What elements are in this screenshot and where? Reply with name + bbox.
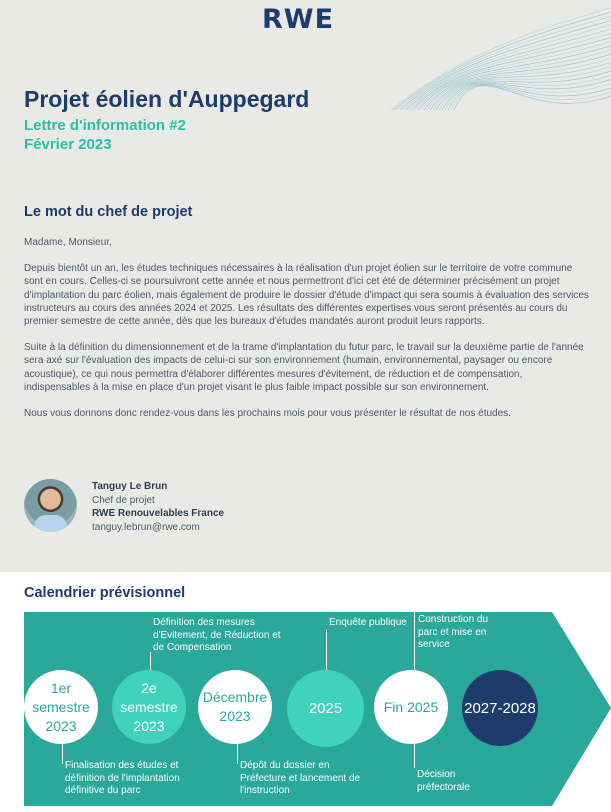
signature-name: Tanguy Le Brun — [92, 481, 168, 492]
timeline-note-top: Construction du parc et mise en service — [418, 614, 489, 651]
calendar-title: Calendrier prévisionnel — [24, 585, 186, 601]
timeline-note-bottom: Dépôt du dossier en Préfecture et lancement de l'instruction — [240, 760, 361, 797]
timeline-note-top: Enquête publique — [329, 617, 407, 628]
connector-line — [326, 630, 327, 672]
page-title: Projet éolien d'Auppegard — [24, 86, 310, 112]
signature-company: RWE Renouvelables France — [92, 508, 225, 519]
milestone-end-2025: Fin 2025 — [374, 670, 448, 744]
timeline-note-bottom: Finalisation des études et définition de l'implantation définitive du parc — [65, 760, 180, 797]
milestone-december-2023: Décembre 2023 — [198, 670, 272, 744]
milestone-h2-2023: 2e semestre 2023 — [112, 670, 186, 744]
milestone-h1-2023: 1er semestre 2023 — [24, 670, 98, 744]
newsletter-date: Février 2023 — [24, 136, 112, 153]
milestone-2025: 2025 — [287, 670, 364, 747]
letter-heading: Le mot du chef de projet — [24, 204, 193, 220]
signature-role: Chef de projet — [92, 494, 155, 506]
connector-line — [150, 652, 151, 672]
letter-greeting: Madame, Monsieur, — [24, 237, 112, 248]
timeline-note-top: Définition des mesures d'Evitement, de Réduction et de Compensation — [153, 617, 281, 654]
signature-email[interactable]: tanguy.lebrun@rwe.com — [92, 521, 200, 533]
letter-paragraph: Depuis bientôt un an, les études techniques nécessaires à la réalisation d'un projet éolien sur le territoire de votre commune sont en cours. Celles-ci se poursuivront cette année et nous permettront d'ici cet été de déterminer précisément un projet d'implantation du parc éolien, mais également de produire le dossier d'étude d'impact qui sera soumis à évaluation des services instructeurs au cours des années 2024 et 2025. Les résultats des différentes expertises vous seront présentés au cours du premier semestre de cette année, dès que les bureaux d'études mandatés auront produit leurs rapports. — [24, 263, 589, 328]
newsletter-number: Lettre d'information #2 — [24, 117, 186, 134]
letter-paragraph: Nous vous donnons donc rendez-vous dans les prochains mois pour vous présenter le résultat de nos études. — [24, 408, 511, 420]
rwe-logo: RWE — [262, 4, 335, 35]
letter-paragraph: Suite à la définition du dimensionnement et de la trame d'implantation du futur parc, le travail sur la deuxième partie de l'année sera axé sur l'évaluation des impacts de celui-ci sur son environnement (humain, environnemental, paysager ou encore acoustique), ce qui nous permettra d'élaborer différentes mesures d'évitement, de réduction et de compensation, indispensables à la mise en place d'un projet visant le plus faible impact possible sur son environnement. — [24, 342, 584, 393]
timeline-note-bottom: Décision préfectorale — [417, 769, 470, 793]
connector-line — [414, 740, 415, 768]
milestone-2027-2028: 2027-2028 — [462, 670, 538, 746]
